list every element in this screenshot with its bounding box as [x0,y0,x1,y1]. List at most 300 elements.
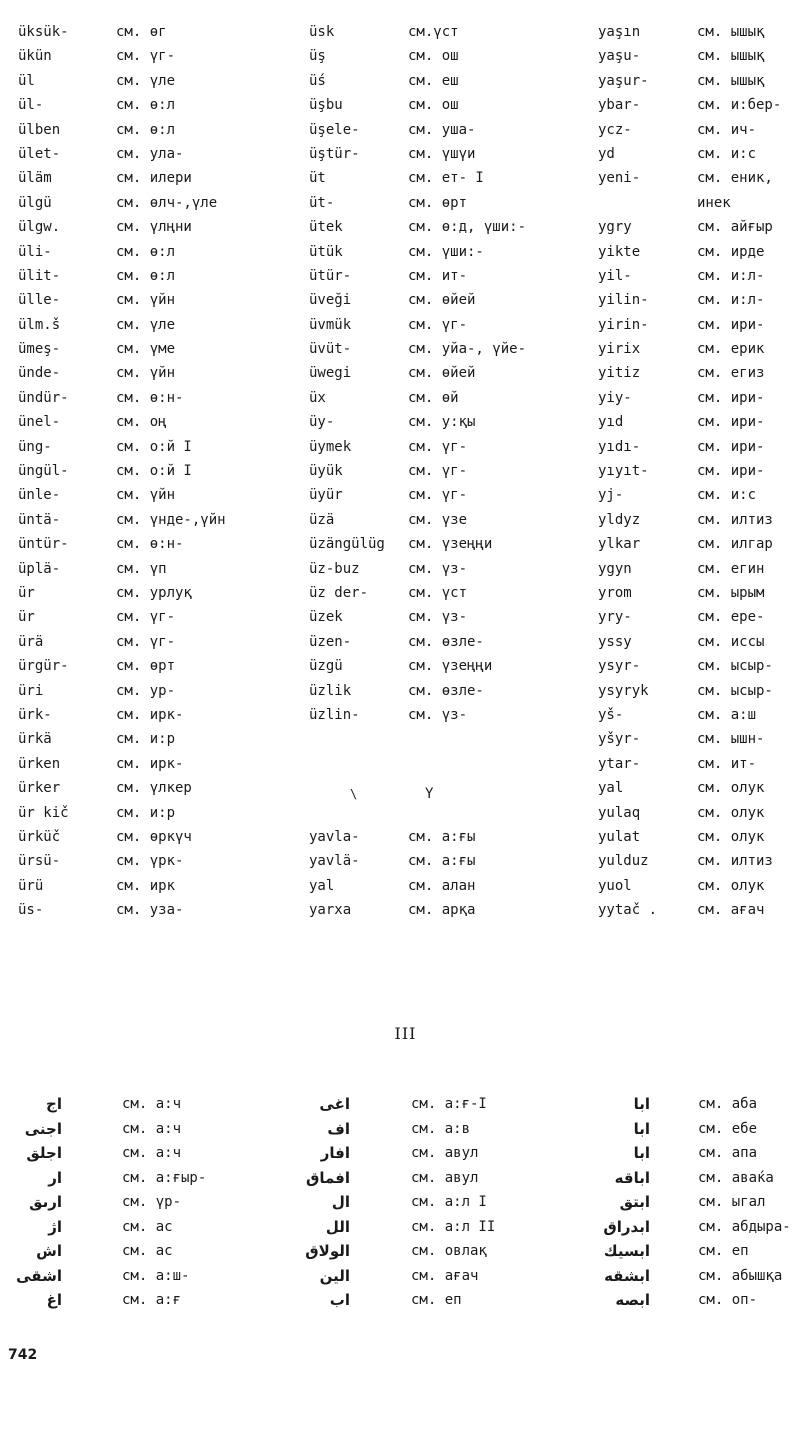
headword: üläm [18,170,52,187]
entry-row [598,240,808,264]
cross-reference: см. үг- [408,487,468,504]
cross-reference: см. олук [697,828,765,845]
entry-row [18,605,288,629]
cross-reference: см. уза- [116,902,184,919]
cross-reference: см. өй [408,389,459,406]
headword: üt [309,170,326,187]
entry-row [18,435,288,459]
headword: ysyryk [598,682,649,699]
headword: ürküč [18,828,61,845]
cross-reference: см. ирде [697,243,765,260]
entry-row [309,557,579,581]
headword: yaşın [598,24,641,40]
entry-row [580,1239,811,1264]
cross-reference: см. о:й I [116,438,192,455]
cross-reference: см. ө:л [116,121,176,138]
entry-row [309,703,579,727]
entry-row [309,508,579,532]
headword: ابا [633,1095,650,1113]
entry-row [280,1264,520,1289]
cross-reference: см. егин [697,560,765,577]
headword: ülgw. [18,219,61,236]
entry-row [598,142,808,166]
entry-row [280,1288,520,1313]
cross-reference: см. ош [408,48,459,65]
entry-row [598,435,808,459]
headword: yavla- [309,828,360,845]
entry-row [309,191,579,215]
headword: üzen- [309,633,352,650]
cross-reference: см. а:ғы [408,853,476,870]
headword: yulat [598,828,641,845]
cross-reference: см. а:ш [697,706,757,723]
headword: yıyıt- [598,463,649,480]
entry-row [0,1190,260,1215]
cross-reference: см. ет- I [408,170,484,187]
headword: üyür [309,487,343,504]
entry-row [18,361,288,385]
headword: افماق [305,1168,350,1187]
entry-row [598,410,808,434]
headword: yirin- [598,316,649,333]
entry-row [598,874,808,898]
headword: yssy [598,633,632,650]
headword: ület- [18,145,61,162]
entry-row [598,337,808,361]
headword: اشقى [16,1266,62,1285]
entry-row [598,93,808,117]
arabic-column-3 [580,1092,811,1313]
entry-row [309,361,579,385]
entry-row [598,581,808,605]
entry-row [309,654,579,678]
cross-reference: см. а:ч [122,1120,182,1137]
headword: üzängülüg [309,536,385,553]
column-3 [598,20,808,922]
headword: üri [18,682,44,699]
entry-row [280,1141,520,1166]
headword: yuol [598,877,632,894]
headword: yavlä- [309,853,360,870]
cross-reference: см. ө:н- [116,389,184,406]
headword: yulaq [598,804,641,821]
entry-row [598,288,808,312]
cross-reference: см. үг- [408,316,468,333]
headword: yrom [598,584,632,601]
headword: ünel- [18,414,61,431]
cross-reference: см. ири- [697,414,765,431]
cross-reference: см. ерик [697,341,765,358]
entry-row [309,532,579,556]
cross-reference: см. а:л I [411,1194,487,1210]
headword: yaşu- [598,48,641,65]
cross-reference: см. үлңни [116,219,192,236]
entry-row [598,166,808,190]
headword: ündür- [18,389,69,406]
headword: yd [598,145,615,162]
cross-reference: см. у:қы [408,414,476,431]
headword: üvmük [309,316,352,333]
headword: ysyr- [598,658,641,675]
headword: ürgür- [18,658,69,675]
cross-reference: см. үзе [408,511,468,528]
cross-reference: см. илгар [697,536,773,553]
cross-reference: см. өг [116,24,167,40]
entry-row [0,1215,260,1240]
arabic-column-2 [280,1092,520,1313]
entry-row [309,288,579,312]
entry-row [0,1239,260,1264]
entry-row [598,313,808,337]
cross-reference: см. үле [116,72,176,89]
headword: yj- [598,487,624,504]
headword: الولاق [305,1242,350,1260]
cross-reference: см. ири- [697,438,765,455]
entry-row [598,508,808,532]
headword: اجنى [24,1119,62,1138]
entry-row [18,20,288,44]
headword: yal [598,780,624,797]
entry-row [598,654,808,678]
entry-row [280,1166,520,1191]
cross-reference: см. арқа [408,902,476,919]
cross-reference: см. ышық [697,72,765,89]
entry-row [598,825,808,849]
headword: اش [36,1242,62,1260]
cross-reference: см. а:в [411,1120,471,1137]
cross-reference: см. үг- [116,633,176,650]
entry-row [18,703,288,727]
stray-mark: \ [350,787,358,801]
cross-reference: см. үме [116,341,176,358]
headword: ابشقه [604,1266,650,1285]
headword: yikte [598,243,641,260]
entry-row [598,20,808,44]
entry-row [309,44,579,68]
entry-row [18,264,288,288]
headword: üzlik [309,682,352,699]
entry-row [18,191,288,215]
headword: üymek [309,438,352,455]
entry-row [18,142,288,166]
entry-row [309,337,579,361]
cross-reference: см. оң [116,414,167,431]
entry-row [580,1288,811,1313]
entry-row [598,191,808,215]
entry-row [18,93,288,117]
headword: ülben [18,121,61,138]
headword: ابا [633,1144,650,1162]
headword: üs- [18,902,44,919]
headword: اغ [46,1291,62,1309]
headword: üşbu [309,97,343,114]
headword: yiy- [598,389,632,406]
headword: yytač . [598,902,658,919]
headword: üzä [309,511,335,528]
cross-reference: см. ич- [697,121,757,138]
entry-row [580,1215,811,1240]
cross-reference: см. олук [697,780,765,797]
entry-row [309,679,579,703]
cross-reference: см. и:л- [697,267,765,284]
headword: üzgü [309,658,343,675]
cross-reference: см. үзеңңи [408,536,493,553]
headword: ür [18,609,35,626]
cross-reference: см. үнде-,үйн [116,511,226,528]
cross-reference: см. егиз [697,365,765,382]
headword: ürk- [18,706,52,723]
entry-row [18,118,288,142]
headword: ylkar [598,536,641,553]
headword: اج [46,1095,62,1113]
entry-row [598,605,808,629]
headword: üntür- [18,536,69,553]
entry-row [18,532,288,556]
entry-row [309,483,579,507]
cross-reference: см. еш [408,72,459,89]
entry-row [598,118,808,142]
headword: yil- [598,267,632,284]
cross-reference: см. апа [698,1145,758,1161]
headword: اف [327,1119,350,1138]
entry-row [18,752,288,776]
headword: üx [309,389,326,406]
entry-row [18,849,288,873]
cross-reference: см. өзле- [408,633,484,650]
headword: ürker [18,780,61,797]
cross-reference: см. еп [698,1243,749,1259]
headword: ürken [18,755,61,772]
cross-reference: см. ө:л [116,243,176,260]
cross-reference: см. ере- [697,609,765,626]
cross-reference: см.үст [408,24,459,40]
headword: üś [309,72,326,89]
headword: ytar- [598,755,641,772]
cross-reference: см. а:ғыр- [122,1169,207,1186]
cross-reference: см. ири- [697,316,765,333]
cross-reference: см. ағач [411,1267,479,1284]
cross-reference: см. урлуқ [116,584,192,601]
entry-row [309,849,579,873]
entry-row [309,605,579,629]
entry-row [309,874,579,898]
cross-reference: см. ас [122,1218,173,1235]
headword: ülm.š [18,316,61,333]
headword: yeni- [598,170,641,187]
entry-row [18,44,288,68]
cross-reference: см. өрт [116,658,176,675]
headword: yš- [598,706,624,723]
cross-reference: см. үйн [116,487,176,504]
cross-reference: см. үйн [116,365,176,382]
cross-reference: см. и:с [697,145,757,162]
entry-row [18,630,288,654]
cross-reference: см. ебе [698,1120,758,1137]
section-heading: III [394,1024,417,1043]
entry-row [18,337,288,361]
entry-row [309,69,579,93]
entry-row [309,825,579,849]
entry-row [18,679,288,703]
cross-reference: см. ыгал [698,1194,766,1210]
cross-reference: см. о:й I [116,463,192,480]
cross-reference: см. өзле- [408,682,484,699]
headword: اب [329,1291,350,1309]
entry-row [18,288,288,312]
entry-row [309,898,579,922]
cross-reference: см. еник, [697,170,773,187]
entry-row [580,1141,811,1166]
headword: ütür- [309,267,352,284]
cross-reference: см. үг- [116,48,176,65]
cross-reference: см. авул [411,1169,479,1186]
headword: اژ [48,1217,62,1236]
entry-row [18,69,288,93]
headword: üngül- [18,463,69,480]
entry-row [598,361,808,385]
headword: üştür- [309,145,360,162]
headword: yıdı- [598,438,641,455]
entry-row [598,703,808,727]
cross-reference: см. ышн- [697,731,765,748]
entry-row [598,801,808,825]
entry-row [580,1092,811,1117]
cross-reference: см. олук [697,877,765,894]
cross-reference: см. а:ч [122,1096,182,1112]
cross-reference: инек [697,194,731,211]
entry-row [309,752,579,776]
entry-row [280,1117,520,1142]
headword: ütek [309,219,343,236]
entry-row [309,459,579,483]
entry-row [309,166,579,190]
cross-reference: см. оп- [698,1292,758,1308]
headword: yaşur- [598,72,649,89]
headword: üng- [18,438,52,455]
entry-row [18,166,288,190]
headword: اباقه [614,1168,650,1187]
cross-reference: см. ө:л [116,267,176,284]
headword: üwegi [309,365,352,382]
entry-row [18,386,288,410]
cross-reference: см. үг- [408,463,468,480]
entry-row [280,1239,520,1264]
cross-reference: см. үле [116,316,176,333]
cross-reference: см. овлақ [411,1243,487,1259]
headword: ür kič [18,804,69,821]
cross-reference: см. еп [411,1292,462,1308]
cross-reference: см. өркүч [116,828,192,845]
headword: yitiz [598,365,641,382]
entry-row [598,264,808,288]
entry-row [309,118,579,142]
headword: üplä- [18,560,61,577]
page-number: 742 [8,1347,38,1363]
cross-reference: см. ысыр- [697,658,773,675]
entry-row [0,1141,260,1166]
cross-reference: см. илери [116,170,192,187]
entry-row [0,1288,260,1313]
headword: ür [18,584,35,601]
entry-row [598,459,808,483]
cross-reference: см. ит- [408,267,468,284]
entry-row [309,313,579,337]
headword: اغى [319,1095,350,1113]
headword: ابا [633,1119,650,1138]
entry-row [280,1092,520,1117]
headword: üli- [18,243,52,260]
headword: üveği [309,292,352,309]
headword: ارىق [29,1193,62,1211]
cross-reference: см. үрк- [116,853,184,870]
cross-reference: см. ула- [116,145,184,162]
cross-reference: см. уйа-, үйе- [408,341,527,358]
cross-reference: см. үйн [116,292,176,309]
entry-row [18,825,288,849]
headword: ابدراق [603,1217,650,1236]
cross-reference: см. үзеңңи [408,658,493,675]
headword: ابتق [619,1193,650,1211]
entry-row [309,581,579,605]
entry-row [18,240,288,264]
entry-row [18,874,288,898]
entry-row [18,508,288,532]
cross-reference: см. и:с [697,487,757,504]
headword: üzlin- [309,706,360,723]
entry-row [598,898,808,922]
cross-reference: см. ысыр- [697,682,773,699]
cross-reference: см. үп [116,560,167,577]
letter-heading-y: Y [425,786,434,802]
cross-reference: см. алан [408,877,476,894]
cross-reference: см. а:л II [411,1218,496,1235]
entry-row [18,801,288,825]
headword: ال [331,1193,350,1211]
headword: ünle- [18,487,61,504]
headword: yulduz [598,853,649,870]
entry-row [0,1092,260,1117]
entry-row [309,727,579,751]
cross-reference: см. и:р [116,731,176,748]
headword: ülle- [18,292,61,309]
headword: yarxa [309,902,352,919]
headword: üş [309,48,326,65]
cross-reference: см. уша- [408,121,476,138]
headword: üt- [309,194,335,211]
cross-reference: см. ө:д, үши:- [408,219,527,236]
entry-row [598,776,808,800]
headword: ار [48,1168,62,1187]
entry-row [18,581,288,605]
headword: ابصه [615,1291,650,1309]
entry-row [0,1264,260,1289]
headword: ycz- [598,121,632,138]
headword: ygry [598,219,632,236]
headword: üsk [309,24,335,40]
cross-reference: см. ири- [697,463,765,480]
entry-row [598,557,808,581]
entry-row [580,1190,811,1215]
headword: ülgü [18,194,52,211]
cross-reference: см. ирк- [116,755,184,772]
cross-reference: см. үз- [408,609,468,626]
entry-row [309,20,579,44]
cross-reference: см. ырым [697,584,765,601]
entry-row [18,410,288,434]
cross-reference: см. үлкер [116,780,192,797]
entry-row [280,1190,520,1215]
entry-row [598,849,808,873]
